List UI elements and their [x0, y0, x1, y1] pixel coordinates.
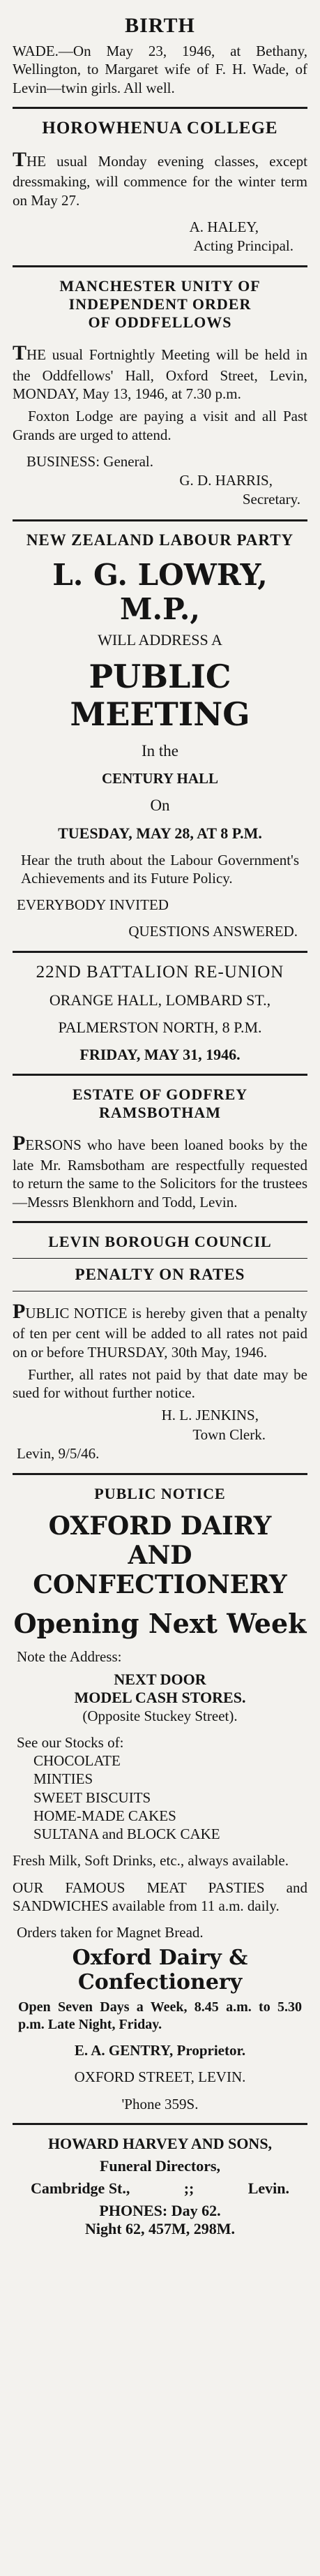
list-item: SULTANA and BLOCK CAKE: [33, 1826, 220, 1843]
birth-heading: BIRTH: [125, 14, 195, 37]
labour-party: NEW ZEALAND LABOUR PARTY: [26, 531, 294, 549]
divider: [13, 1221, 307, 1223]
borough-sig-title: Town Clerk.: [192, 1426, 266, 1443]
oxford-pasties: OUR FAMOUS MEAT PASTIES and SANDWICHES available from 11 a.m. daily.: [13, 1879, 307, 1914]
horowhenua-sig-title: Acting Principal.: [193, 237, 294, 255]
list-item: SWEET BISCUITS: [33, 1789, 151, 1806]
borough-date: Levin, 9/5/46.: [17, 1445, 100, 1463]
oddfellows-sig-name: G. D. HARRIS,: [179, 472, 273, 489]
battalion-heading: 22ND BATTALION RE-UNION: [36, 962, 284, 982]
funeral-address-sep: ;;: [183, 2179, 195, 2197]
battalion-venue: ORANGE HALL, LOMBARD ST.,: [49, 991, 271, 1009]
funeral-address: [13, 2179, 307, 2198]
public-notices-column: [13, 0, 307, 2238]
oxford-note: Note the Address:: [17, 1648, 122, 1666]
funeral-phones: PHONES: Day 62.: [99, 2201, 221, 2219]
labour-will-address: WILL ADDRESS A: [98, 630, 222, 649]
labour-on: On: [150, 796, 170, 814]
oxford-opening: Opening Next Week: [13, 1608, 307, 1640]
borough-text: PUBLIC NOTICE is hereby given that a penalty of ten per cent will be added to all rates not paid on or before THURSDAY, 30th May, 1946.: [13, 1299, 307, 1361]
horowhenua-text: THE usual Monday evening classes, except dressmaking, will commence for the winter term on May 27.: [13, 147, 307, 209]
battalion-place: PALMERSTON NORTH, 8 P.M.: [58, 1019, 262, 1037]
horowhenua-heading: HOROWHENUA COLLEGE: [42, 118, 278, 138]
oddfellows-heading-1: MANCHESTER UNITY OF: [59, 277, 261, 295]
oxford-stocks: See our Stocks of:: [17, 1733, 124, 1751]
labour-date: TUESDAY, MAY 28, AT 8 P.M.: [58, 824, 262, 842]
borough-sig-name: H. L. JENKINS,: [161, 1407, 259, 1424]
oxford-proprietor: E. A. GENTRY, Proprietor.: [74, 2042, 246, 2059]
labour-meeting: PUBLIC MEETING: [70, 658, 250, 734]
funeral-night: Night 62, 457M, 298M.: [84, 2219, 236, 2237]
oxford-items: [13, 1752, 307, 1843]
oddfellows-heading-2: INDEPENDENT ORDER: [68, 295, 252, 313]
oxford-name-1: OXFORD DAIRY AND: [48, 1511, 272, 1571]
labour-speaker: L. G. LOWRY, M.P.,: [52, 557, 268, 626]
oxford-next-door: NEXT DOOR: [114, 1670, 206, 1688]
estate-heading-1: ESTATE OF GODFREY: [72, 1085, 248, 1103]
oxford-notice: PUBLIC NOTICE: [94, 1485, 226, 1503]
oddfellows-business: BUSINESS: General.: [26, 452, 153, 470]
divider: [13, 951, 307, 953]
divider: [13, 265, 307, 267]
divider: [13, 1074, 307, 1076]
list-item: HOME-MADE CAKES: [33, 1807, 176, 1824]
oxford-name-2: CONFECTIONERY: [33, 1570, 287, 1600]
funeral-title: Funeral Directors,: [99, 2156, 221, 2175]
oddfellows-heading-3: OF ODDFELLOWS: [88, 313, 232, 332]
divider: [13, 2123, 307, 2125]
funeral-address-left: Cambridge St.,: [31, 2179, 130, 2197]
borough-subheading: PENALTY ON RATES: [75, 1265, 245, 1283]
borough-heading: LEVIN BOROUGH COUNCIL: [48, 1232, 272, 1250]
oxford-name-full: Oxford Dairy & Confectionery: [72, 1946, 248, 1995]
labour-questions: QUESTIONS ANSWERED.: [128, 923, 298, 940]
divider: [13, 1258, 307, 1259]
oddfellows-text-2: Foxton Lodge are paying a visit and all Past Grands are urged to attend.: [13, 408, 307, 443]
oxford-hours: Open Seven Days a Week, 8.45 a.m. to 5.30 p.m. Late Night, Friday.: [18, 1999, 302, 2033]
divider: [13, 107, 307, 109]
borough-text-2: Further, all rates not paid by that date may be sued for without further notice.: [13, 1365, 307, 1402]
divider: [13, 1473, 307, 1475]
oxford-fresh: Fresh Milk, Soft Drinks, etc., always available.: [13, 1852, 289, 1870]
list-item: MINTIES: [33, 1770, 93, 1788]
list-item: CHOCOLATE: [33, 1752, 121, 1770]
labour-hall: CENTURY HALL: [101, 769, 219, 787]
oddfellows-sig-title: Secretary.: [242, 491, 300, 508]
oxford-model: MODEL CASH STORES.: [74, 1688, 246, 1706]
funeral-name: HOWARD HARVEY AND SONS,: [47, 2134, 273, 2152]
labour-text: Hear the truth about the Labour Government's Achievements and its Future Policy.: [21, 851, 299, 887]
oddfellows-text: THE usual Fortnightly Meeting will be held in the Oddfellows' Hall, Oxford Street, Levin, MONDAY, May 13, 1946, at 7.30 p.m.: [13, 341, 307, 403]
labour-in-the: In the: [141, 742, 178, 760]
oxford-phone: 'Phone 359S.: [121, 2095, 199, 2112]
oxford-street: OXFORD STREET, LEVIN.: [74, 2068, 246, 2086]
estate-heading-2: RAMSBOTHAM: [99, 1103, 221, 1121]
birth-text: WADE.—On May 23, 1946, at Bethany, Wellington, to Margaret wife of F. H. Wade, of Levin—twin girls. All well.: [13, 43, 307, 96]
estate-text: PERSONS who have been loaned books by the late Mr. Ramsbotham are respectfully requested to return the same to the Solicitors for the trustees—Messrs Blenkhorn and Todd, Levin.: [13, 1131, 307, 1211]
divider: [13, 519, 307, 521]
labour-invited: EVERYBODY INVITED: [17, 896, 169, 914]
oxford-orders: Orders taken for Magnet Bread.: [17, 1924, 204, 1941]
oxford-opposite: (Opposite Stuckey Street).: [82, 1707, 238, 1724]
battalion-date: FRIDAY, MAY 31, 1946.: [79, 1045, 241, 1063]
funeral-address-right: Levin.: [247, 2179, 289, 2197]
horowhenua-sig-name: A. HALEY,: [189, 218, 259, 235]
